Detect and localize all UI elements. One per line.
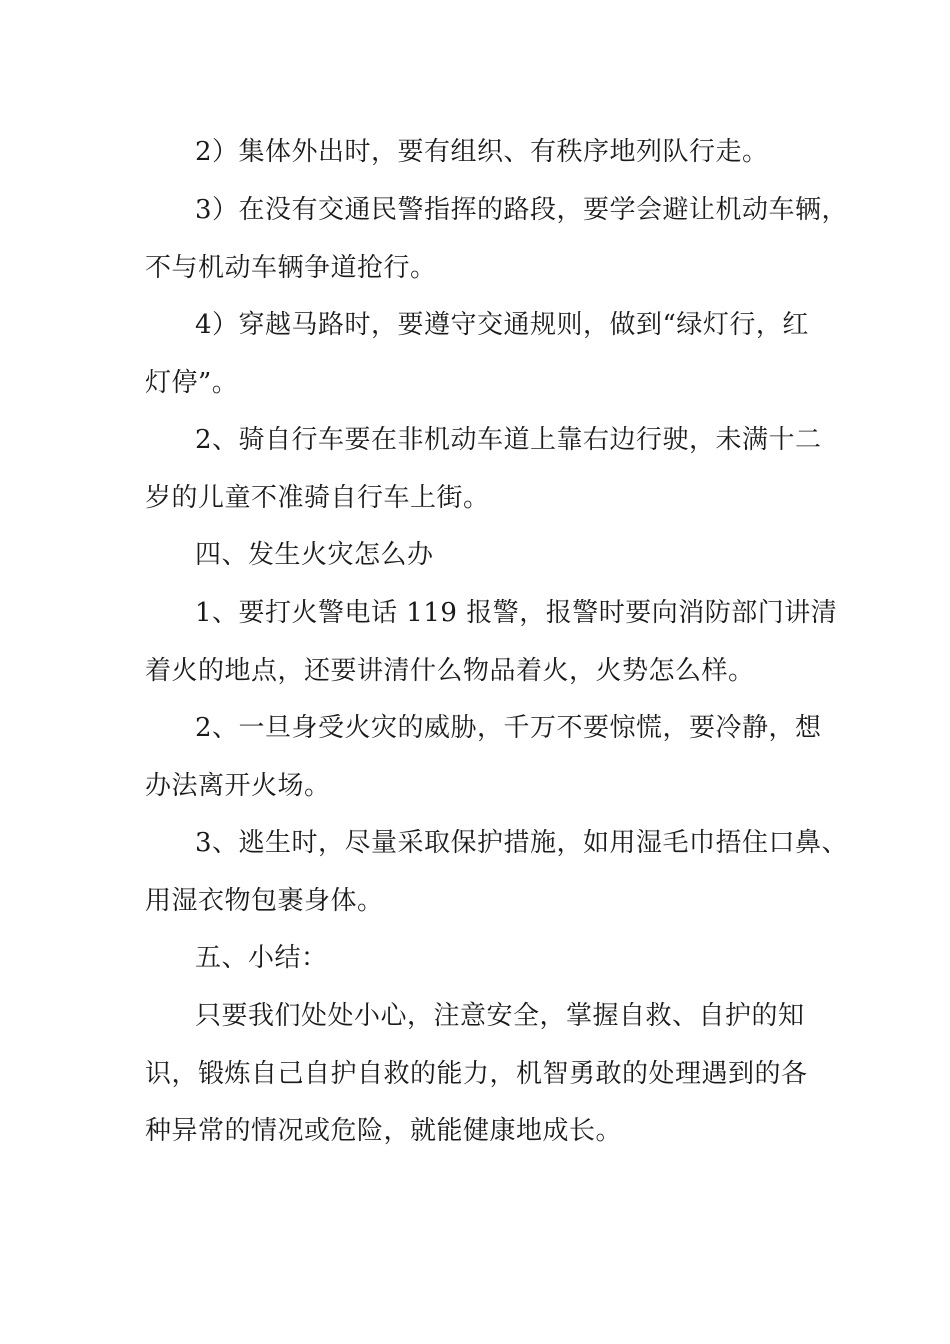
paragraph-line: 3、逃生时，尽量采取保护措施，如用湿毛巾捂住口鼻、 xyxy=(195,828,849,858)
paragraph-line: 用湿衣物包裹身体。 xyxy=(145,886,384,916)
paragraph-line: 2）集体外出时，要有组织、有秩序地列队行走。 xyxy=(195,137,769,167)
paragraph-line: 3）在没有交通民警指挥的路段，要学会避让机动车辆， xyxy=(195,195,849,225)
paragraph-line: 办法离开火场。 xyxy=(145,771,331,801)
paragraph-line: 着火的地点，还要讲清什么物品着火，火势怎么样。 xyxy=(145,656,755,686)
paragraph-line: 2、骑自行车要在非机动车道上靠右边行驶，未满十二 xyxy=(195,425,822,455)
paragraph-line: 识，锻炼自己自护自救的能力，机智勇敢的处理遇到的各 xyxy=(145,1059,808,1089)
paragraph-line: 2、一旦身受火灾的威胁，千万不要惊慌，要冷静，想 xyxy=(195,713,822,743)
paragraph-line: 岁的儿童不准骑自行车上街。 xyxy=(145,483,490,513)
paragraph-line: 只要我们处处小心，注意安全，掌握自救、自护的知 xyxy=(195,1001,805,1031)
paragraph-line: 灯停”。 xyxy=(145,368,239,398)
paragraph-line: 种异常的情况或危险，就能健康地成长。 xyxy=(145,1116,623,1146)
paragraph-line: 1、要打火警电话 119 报警，报警时要向消防部门讲清 xyxy=(195,598,838,628)
section-heading: 四、发生火灾怎么办 xyxy=(195,540,434,570)
section-heading: 五、小结： xyxy=(195,943,328,973)
paragraph-line: 不与机动车辆争道抢行。 xyxy=(145,253,437,283)
paragraph-line: 4）穿越马路时，要遵守交通规则，做到“绿灯行，红 xyxy=(195,310,809,340)
